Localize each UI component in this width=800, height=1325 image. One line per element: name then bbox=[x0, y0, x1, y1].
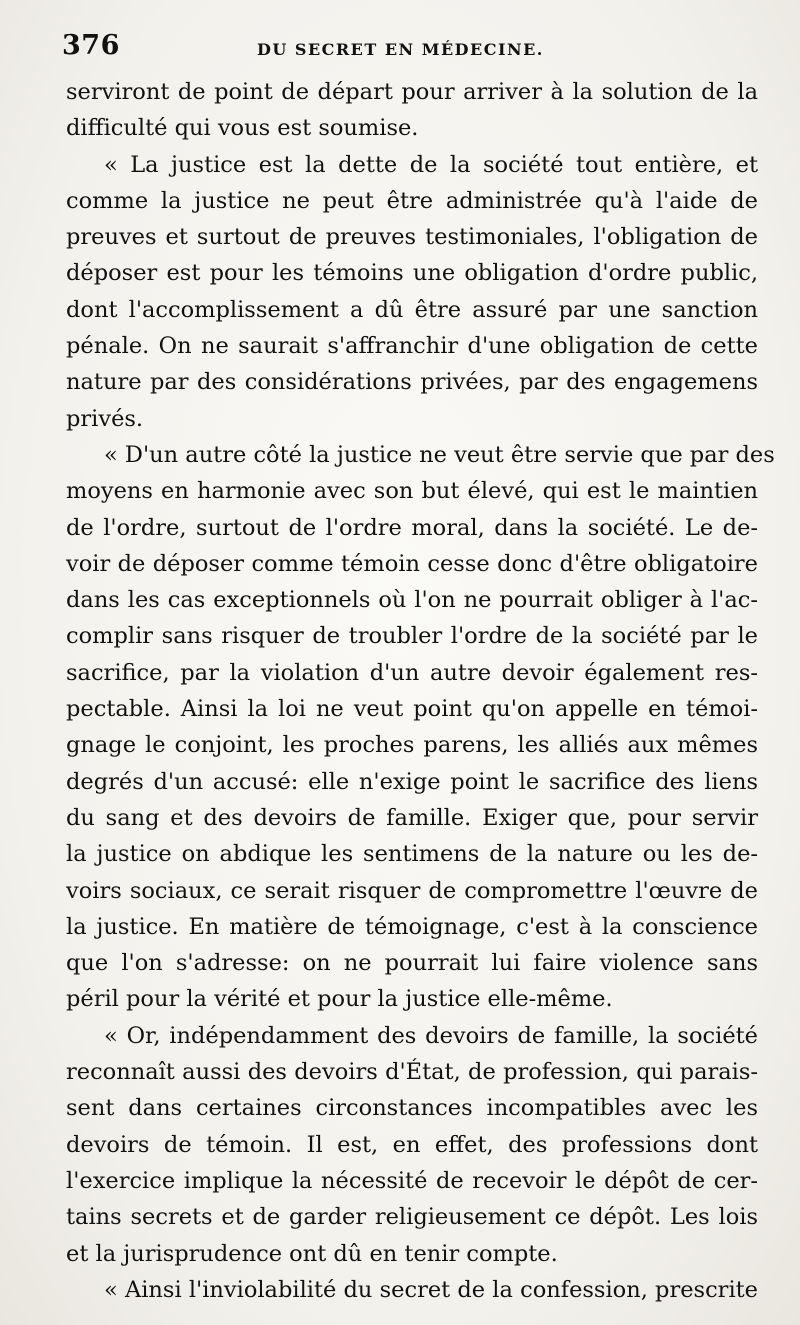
text-line: de l'ordre, surtout de l'ordre moral, dans la société. Le de- bbox=[66, 514, 758, 541]
text-line: dans les cas exceptionnels où l'on ne pourrait obliger à l'ac- bbox=[66, 587, 758, 614]
text-line: preuves et surtout de preuves testimoniales, l'obligation de bbox=[66, 224, 758, 251]
text-line: « D'un autre côté la justice ne veut être servie que par des bbox=[104, 441, 775, 468]
running-title: DU SECRET EN MÉDECINE. bbox=[257, 40, 544, 59]
page-header bbox=[62, 30, 752, 70]
page-number: 376 bbox=[62, 30, 120, 61]
text-line: pectable. Ainsi la loi ne veut point qu'on appelle en témoi- bbox=[66, 696, 758, 723]
text-line: du sang et des devoirs de famille. Exiger que, pour servir bbox=[66, 804, 758, 831]
text-line: tains secrets et de garder religieusement ce dépôt. Les lois bbox=[66, 1204, 758, 1231]
text-line: l'exercice implique la nécessité de recevoir le dépôt de cer- bbox=[66, 1167, 758, 1194]
text-line: « Or, indépendamment des devoirs de famille, la société bbox=[104, 1022, 758, 1049]
text-line: et la jurisprudence ont dû en tenir compte. bbox=[66, 1240, 558, 1267]
text-line: devoirs de témoin. Il est, en effet, des professions dont bbox=[66, 1131, 758, 1158]
text-line: moyens en harmonie avec son but élevé, qui est le maintien bbox=[66, 478, 758, 505]
text-line: complir sans risquer de troubler l'ordre de la société par le bbox=[66, 623, 758, 650]
text-line: privés. bbox=[66, 405, 144, 432]
text-line: « La justice est la dette de la société tout entière, et bbox=[104, 151, 758, 178]
text-line: que l'on s'adresse: on ne pourrait lui faire violence sans bbox=[66, 950, 758, 977]
text-line: sent dans certaines circonstances incompatibles avec les bbox=[66, 1095, 758, 1122]
text-line: comme la justice ne peut être administrée qu'à l'aide de bbox=[66, 187, 758, 214]
text-line: voirs sociaux, ce serait risquer de compromettre l'œuvre de bbox=[66, 877, 758, 904]
text-line: serviront de point de départ pour arriver à la solution de la bbox=[66, 79, 758, 105]
text-line: reconnaît aussi des devoirs d'État, de profession, qui parais- bbox=[66, 1059, 758, 1086]
text-line: péril pour la vérité et pour la justice elle-même. bbox=[66, 986, 613, 1013]
text-line: dont l'accomplissement a dû être assuré par une sanction bbox=[66, 296, 758, 323]
text-line: voir de déposer comme témoin cesse donc d'être obligatoire bbox=[66, 550, 758, 577]
text-line: nature par des considérations privées, par des engagemens bbox=[66, 369, 758, 396]
text-line: déposer est pour les témoins une obligation d'ordre public, bbox=[66, 260, 758, 287]
text-line: la justice on abdique les sentimens de la nature ou les de- bbox=[66, 841, 758, 868]
text-line: la justice. En matière de témoignage, c'est à la conscience bbox=[66, 913, 758, 940]
text-line: gnage le conjoint, les proches parens, les alliés aux mêmes bbox=[66, 732, 758, 759]
text-line: « Ainsi l'inviolabilité du secret de la confession, prescrite bbox=[104, 1276, 758, 1303]
text-line: difficulté qui vous est soumise. bbox=[66, 115, 419, 142]
text-line: sacrifice, par la violation d'un autre devoir également res- bbox=[66, 659, 758, 686]
text-line: pénale. On ne saurait s'affranchir d'une obligation de cette bbox=[66, 333, 758, 360]
text-line: degrés d'un accusé: elle n'exige point le sacrifice des liens bbox=[66, 768, 758, 795]
body-text bbox=[66, 74, 775, 1308]
